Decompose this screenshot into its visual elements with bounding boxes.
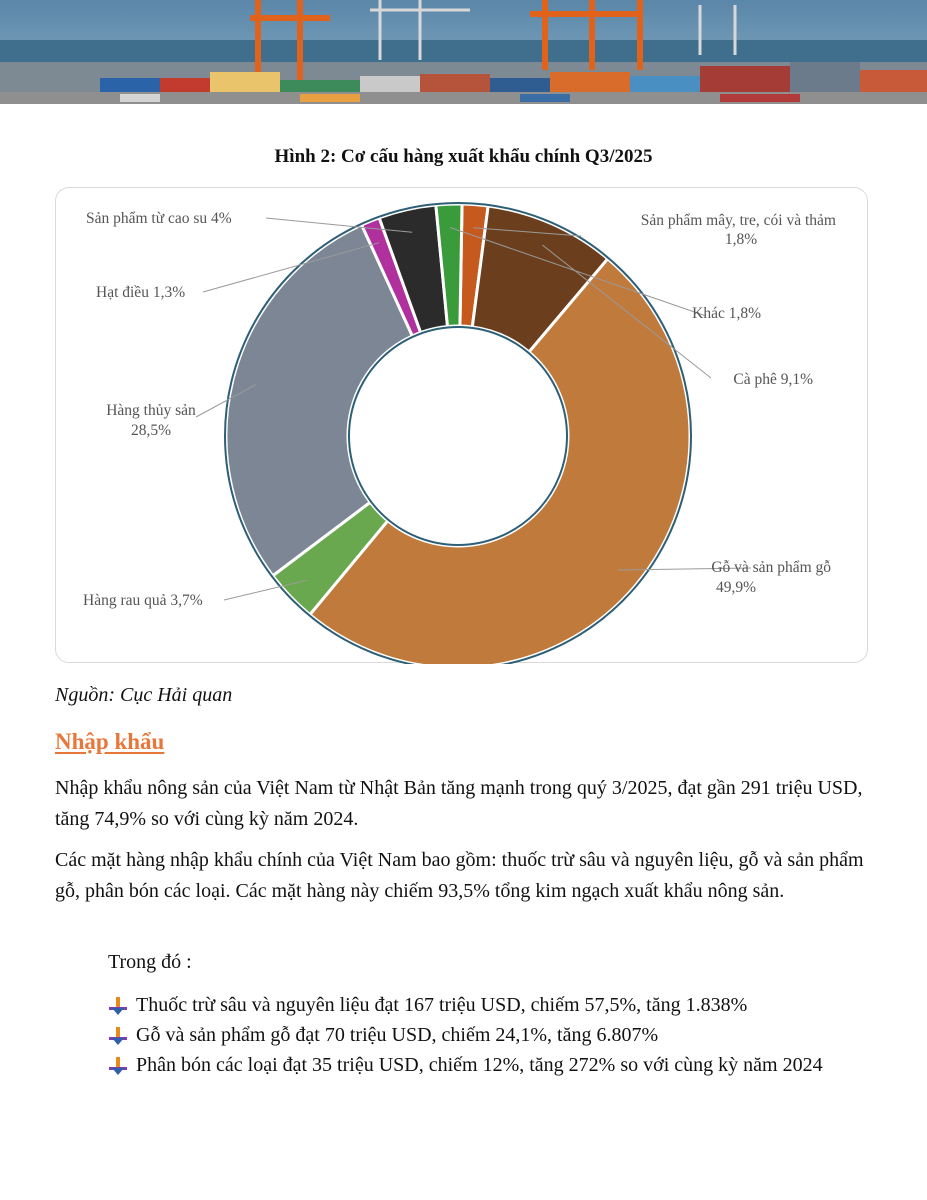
section-heading: Nhập khẩu	[55, 729, 165, 754]
list-item	[108, 1020, 878, 1050]
donut-hole	[349, 327, 567, 545]
list-item	[108, 1050, 878, 1080]
slice-label-3: Gỗ và sản phẩm gỗ	[711, 559, 831, 576]
slice-label-6: Hạt điều 1,3%	[96, 284, 186, 301]
list-item-text: Thuốc trừ sâu và nguyên liệu đạt 167 triệu USD, chiếm 57,5%, tăng 1.838%	[136, 994, 748, 1016]
list-item-text: Phân bón các loại đạt 35 triệu USD, chiếm 12%, tăng 272% so với cùng kỳ năm 2024	[136, 1054, 823, 1076]
list-intro: Trong đó :	[108, 951, 192, 973]
arrow-down-bullet-icon	[108, 996, 128, 1016]
list-item	[108, 990, 878, 1020]
slice-label-3: 49,9%	[715, 579, 757, 596]
slice-label-5: 28,5%	[130, 422, 172, 439]
paragraph-import-total: Nhập khẩu nông sản của Việt Nam từ Nhật Bản tăng mạnh trong quý 3/2025, đạt gần 291 triệu USD, tăng 74,9% so với cùng kỳ năm 2024.	[55, 777, 863, 830]
figure-title: Hình 2: Cơ cấu hàng xuất khẩu chính Q3/2025	[274, 146, 653, 167]
list-item-text: Gỗ và sản phẩm gỗ đạt 70 triệu USD, chiếm 24,1%, tăng 6.807%	[136, 1024, 659, 1046]
slice-label-8: Khác 1,8%	[692, 305, 761, 322]
port-photo-illustration	[0, 0, 927, 104]
header-port-photo	[0, 0, 927, 104]
donut-chart	[56, 188, 869, 664]
paragraph-import-items: Các mặt hàng nhập khẩu chính của Việt Nam bao gồm: thuốc trừ sâu và nguyên liệu, gỗ và sản phẩm gỗ, phân bón các loại. Các mặt hàng này chiếm 93,5% tổng kim ngạch xuất khẩu nông sản.	[55, 849, 864, 902]
slice-label-4: Hàng rau quả 3,7%	[83, 592, 203, 609]
arrow-down-bullet-icon	[108, 1026, 128, 1046]
slice-label-1: 1,8%	[724, 231, 758, 248]
chart-container	[55, 187, 868, 663]
slice-label-1: Sản phẩm mây, tre, cói và thảm	[640, 212, 836, 229]
figure-source: Nguồn: Cục Hải quan	[55, 684, 233, 706]
slice-label-2: Cà phê 9,1%	[733, 371, 813, 388]
donut-slices	[225, 203, 691, 664]
arrow-down-bullet-icon	[108, 1056, 128, 1076]
slice-label-7: Sản phẩm từ cao su 4%	[86, 210, 232, 227]
slice-label-5: Hàng thủy sản	[106, 402, 196, 419]
import-items-list	[108, 990, 878, 1080]
